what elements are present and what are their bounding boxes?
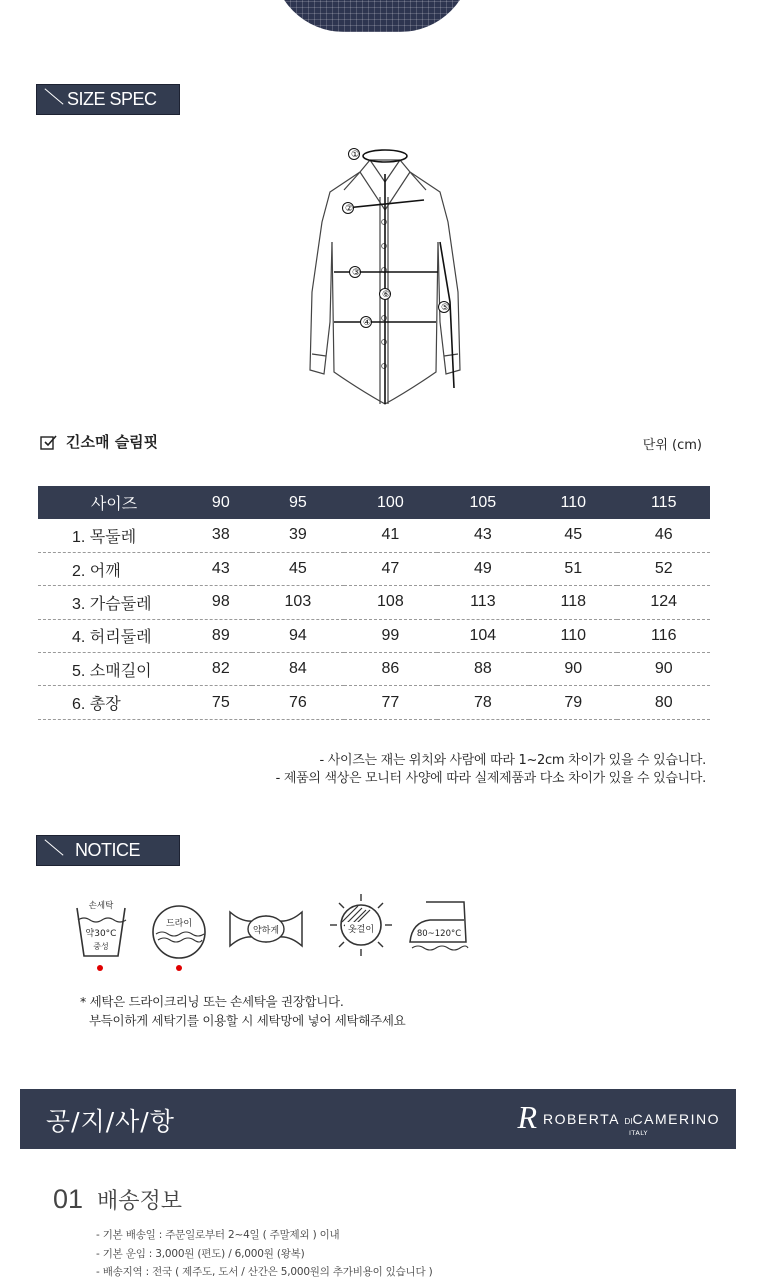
notice-label: NOTICE [75,840,141,860]
diagram-number-1: ① [351,150,360,160]
shipping-number: 01 [53,1184,84,1214]
recommended-dot [97,965,103,971]
header-115: 115 [617,486,710,519]
cell: 80 [617,686,710,719]
cell: 51 [529,552,617,585]
note-line: - 사이즈는 재는 위치와 사람에 따라 1~2cm 차이가 있을 수 있습니다. [319,753,706,768]
header-95: 95 [252,486,344,519]
table-row [38,586,710,619]
cell: 88 [437,653,529,686]
notice-bar [20,1089,736,1149]
size-table [38,486,710,720]
size-spec-tag [36,84,180,115]
shipping-list [96,1226,432,1280]
list-item: - 기본 배송일 : 주문일로부터 2~4일 ( 주말제외 ) 이내 [96,1229,340,1241]
cell: 116 [617,619,710,652]
iron-icon [408,898,470,954]
row-name: 1. 목둘레 [38,519,190,552]
diagram-number-5: ⑤ [441,303,450,313]
diagram-number-3: ③ [352,268,361,278]
diagram-number-6: ⑥ [382,290,391,300]
cell: 79 [529,686,617,719]
checkbox-pencil-icon [40,434,58,450]
table-row [38,619,710,652]
brand-logo [517,1099,720,1137]
cell: 118 [529,586,617,619]
cell: 43 [437,519,529,552]
wash-note [80,992,405,1030]
cell: 110 [529,619,617,652]
cell: 75 [190,686,252,719]
cell: 113 [437,586,529,619]
care-icons [70,890,490,980]
unit-label: 단위 (cm) [642,438,702,453]
cell: 82 [190,653,252,686]
cell: 104 [437,619,529,652]
table-header-row [38,486,710,519]
list-item: - 기본 운임 : 3,000원 (편도) / 6,000원 (왕복) [96,1247,305,1260]
cell: 89 [190,619,252,652]
header-100: 100 [344,486,436,519]
cell: 46 [617,519,710,552]
dry-clean-label: 드라이 [165,919,193,929]
fit-label [40,431,158,452]
header-size: 사이즈 [38,486,190,519]
cell: 84 [252,653,344,686]
header-110: 110 [529,486,617,519]
cell: 49 [437,552,529,585]
hand-wash-icon [74,898,128,960]
brand-sub: ITALY [628,1129,648,1137]
table-row [38,519,710,552]
hang-dry-icon [328,892,394,958]
slash-icon [41,839,63,859]
cell: 45 [252,552,344,585]
cell: 39 [252,519,344,552]
row-name: 4. 허리둘레 [38,619,190,652]
header-90: 90 [190,486,252,519]
row-name: 2. 어깨 [38,552,190,585]
hand-wash-temp: 약30°C [85,929,117,939]
size-spec-label: SIZE SPEC [67,89,157,109]
notice-title: 공/지/사/항 [46,1107,175,1136]
shipping-title [53,1184,182,1215]
cell: 47 [344,552,436,585]
cell: 90 [529,653,617,686]
wring-label: 약하게 [252,926,280,936]
diagram-number-2: ② [345,204,354,214]
cell: 108 [344,586,436,619]
wash-note-line: 부득이하게 세탁기를 이용할 시 세탁망에 넣어 세탁해주세요 [89,1013,406,1028]
notice-tag [36,835,180,866]
note-line: - 제품의 색상은 모니터 사양에 따라 실제제품과 다소 차이가 있을 수 있습니다. [275,771,706,786]
hang-dry-label: 옷걸이 [347,925,375,935]
slash-icon [41,88,63,108]
row-name: 5. 소매길이 [38,653,190,686]
table-row [38,686,710,719]
hand-wash-title: 손세탁 [88,901,114,911]
recommended-dot [176,965,182,971]
diagram-number-4: ④ [363,318,372,328]
cell: 43 [190,552,252,585]
shipping-title-text: 배송정보 [97,1189,183,1214]
row-name: 3. 가슴둘레 [38,586,190,619]
cell: 76 [252,686,344,719]
product-image-crop [272,0,472,32]
fit-label-text: 긴소매 슬림핏 [66,433,159,451]
wring-gently-icon [228,908,304,950]
cell: 86 [344,653,436,686]
brand-mark-icon: R [517,1099,538,1135]
list-item: - 배송지역 : 전국 ( 제주도, 도서 / 산간은 5,000원의 추가비용이 있습니다 ) [96,1266,433,1278]
cell: 38 [190,519,252,552]
table-row [38,552,710,585]
header-105: 105 [437,486,529,519]
dry-clean-icon [150,904,208,960]
table-row [38,653,710,686]
cell: 103 [252,586,344,619]
cell: 99 [344,619,436,652]
cell: 41 [344,519,436,552]
row-name: 6. 총장 [38,686,190,719]
cell: 77 [344,686,436,719]
cell: 52 [617,552,710,585]
size-notes [276,752,706,788]
shirt-measurement-diagram [300,142,470,412]
cell: 94 [252,619,344,652]
cell: 90 [617,653,710,686]
cell: 124 [617,586,710,619]
wash-note-line: * 세탁은 드라이크리닝 또는 손세탁을 권장합니다. [80,994,344,1009]
cell: 45 [529,519,617,552]
cell: 78 [437,686,529,719]
hand-wash-detergent: 중성 [93,942,109,951]
iron-temp-label: 80~120°C [416,929,462,939]
brand-name: ROBERTA DICAMERINO [543,1111,720,1127]
cell: 98 [190,586,252,619]
